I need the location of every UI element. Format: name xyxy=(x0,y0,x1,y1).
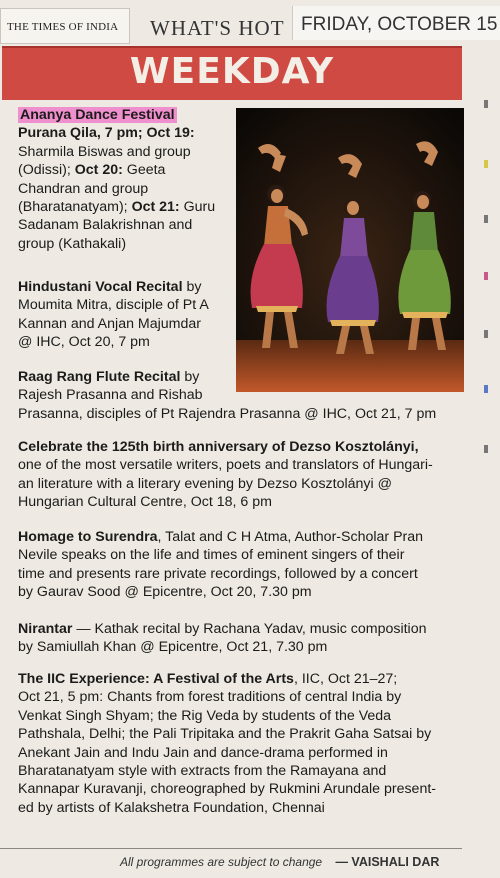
listing-title: Hindustani Vocal Recital xyxy=(18,279,183,295)
listing-raag-rang-flute-recital xyxy=(18,368,468,423)
listing-line: ed by artists of Kalakshetra Foundation, Chennai xyxy=(18,799,325,816)
listing-line: Pathshala, Delhi; the Pali Tripitaka and the Prakrit Gaha Satsai by xyxy=(18,726,432,743)
listing-line: , Talat and C H Atma, Author-Scholar Pran xyxy=(157,529,424,545)
weekday-banner xyxy=(2,46,462,100)
binding-mark xyxy=(484,100,488,108)
footer-byline: — VAISHALI DAR xyxy=(335,855,440,869)
listing-line: group (Kathakali) xyxy=(18,235,127,252)
footer-rule xyxy=(0,848,462,849)
binding-mark xyxy=(484,385,488,393)
listing-line: Sadanam Balakrishnan and xyxy=(18,217,193,234)
listing-title: Celebrate the 125th birth anniversary of Dezso Kosztolányi, xyxy=(18,439,419,455)
listing-line: Hungarian Cultural Centre, Oct 18, 6 pm xyxy=(18,494,272,511)
listing-line: — Kathak recital by Rachana Yadav, music composition xyxy=(72,621,427,637)
newspaper-name: THE TIMES OF INDIA xyxy=(0,8,130,44)
listing-line: Prasanna, disciples of Pt Rajendra Prasanna @ IHC, Oct 21, 7 pm xyxy=(18,405,437,422)
issue-date: FRIDAY, OCTOBER 15 xyxy=(292,6,500,40)
listing-title: Ananya Dance Festival xyxy=(20,107,175,123)
listing-line: Moumita Mitra, disciple of Pt A xyxy=(18,297,209,314)
listing-ananya-dance-festival xyxy=(18,106,233,253)
binding-mark xyxy=(484,330,488,338)
listing-title: Homage to Surendra xyxy=(18,529,158,545)
listing-hindustani-vocal-recital xyxy=(18,278,233,352)
footer-note: All programmes are subject to change xyxy=(120,855,323,869)
listing-line: Bharatanatyam style with extracts from the Ramayana and xyxy=(18,763,387,780)
listing-line: @ IHC, Oct 20, 7 pm xyxy=(18,334,150,351)
dancers-photo xyxy=(236,108,464,392)
listing-line: (Odissi); xyxy=(18,162,75,179)
listing-kosztolanyi-anniversary xyxy=(18,438,468,512)
listing-line: Nevile speaks on the life and times of eminent singers of their xyxy=(18,547,405,564)
listing-title: Raag Rang Flute Recital xyxy=(18,369,181,385)
listing-line: (Bharatanatyam); xyxy=(18,199,132,216)
listing-line: Oct 21, 5 pm: Chants from forest traditions of central India by xyxy=(18,689,402,706)
listing-line: Guru xyxy=(179,199,216,216)
footer xyxy=(120,855,460,869)
banner-title: WEEKDAY xyxy=(129,51,335,92)
listing-title: The IIC Experience: A Festival of the Arts xyxy=(18,671,294,687)
listing-line: Venkat Singh Shyam; the Rig Veda by students of the Veda xyxy=(18,707,392,724)
listing-line: an literature with a literary evening by Dezso Kosztolányi @ xyxy=(18,475,392,492)
listing-iic-experience xyxy=(18,670,468,817)
dancers-illustration xyxy=(236,108,464,392)
listing-homage-to-surendra xyxy=(18,528,468,602)
binding-mark xyxy=(484,160,488,168)
listing-nirantar xyxy=(18,620,468,657)
binding-mark xyxy=(484,215,488,223)
listing-line: by xyxy=(182,279,202,295)
listing-line: one of the most versatile writers, poets and translators of Hungari- xyxy=(18,457,433,474)
listing-line: Rajesh Prasanna and Rishab xyxy=(18,387,203,404)
listing-venue: Purana Qila, 7 pm; Oct 19: xyxy=(18,125,195,142)
listing-line: Anekant Jain and Indu Jain and dance-drama performed in xyxy=(18,744,388,761)
binding-mark xyxy=(484,445,488,453)
listing-title: Nirantar xyxy=(18,621,73,637)
listing-line: by Gaurav Sood @ Epicentre, Oct 20, 7.30 pm xyxy=(18,584,312,601)
listing-line: Kannan and Anjan Majumdar xyxy=(18,315,201,332)
listing-date: Oct 21: xyxy=(131,199,180,216)
listing-line: , IIC, Oct 21–27; xyxy=(293,671,398,687)
listing-line: by Samiullah Khan @ Epicentre, Oct 21, 7.30 pm xyxy=(18,639,328,656)
listing-line: by xyxy=(180,369,200,385)
section-title: WHAT'S HOT xyxy=(150,16,285,40)
listing-date: Oct 20: xyxy=(74,162,123,179)
binding-mark xyxy=(484,272,488,280)
masthead xyxy=(0,0,500,44)
listing-line: Kannapar Kuravanji, choreographed by Rukmini Arundale present- xyxy=(18,781,436,798)
listing-line: Geeta xyxy=(122,162,166,179)
listing-line: Sharmila Biswas and group xyxy=(18,143,191,160)
listing-line: Chandran and group xyxy=(18,180,149,197)
listing-line: time and presents rare private recordings, followed by a concert xyxy=(18,565,418,582)
